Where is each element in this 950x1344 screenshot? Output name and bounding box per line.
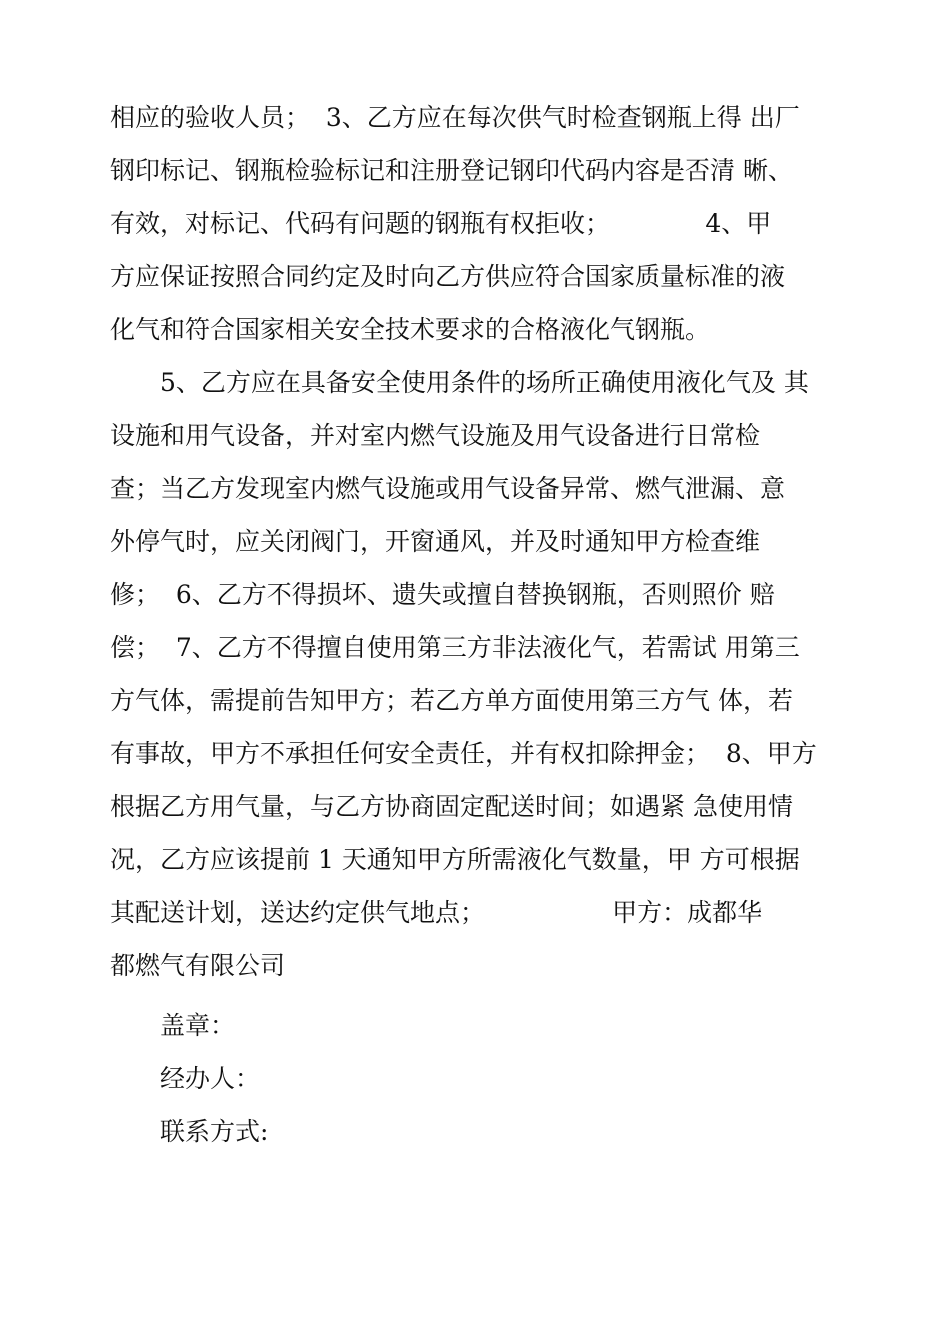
body-line-9: 外停气时，应关闭阀门，开窗通风，并及时通知甲方检查维 [110,527,761,556]
body-line-12: 方气体，需提前告知甲方；若乙方单方面使用第三方气 体，若 [110,686,793,715]
body-line-1: 相应的验收人员； 3、乙方应在每次供气时检查钢瓶上得 出厂 [110,103,800,132]
body-line-15: 况，乙方应该提前 1 天通知甲方所需液化气数量，甲 方可根据 [110,845,800,874]
body-line-7: 设施和用气设备，并对室内燃气设施及用气设备进行日常检 [110,421,761,450]
seal-field-label: 盖章： [160,1011,236,1040]
handler-field-label: 经办人： [160,1064,261,1093]
body-line-4: 方应保证按照合同约定及时向乙方供应符合国家质量标准的液 [110,262,786,291]
body-line-6: 5、乙方应在具备安全使用条件的场所正确使用液化气及 其 [160,368,809,397]
body-line-8: 查；当乙方发现室内燃气设施或用气设备异常、燃气泄漏、意 [110,474,786,503]
body-line-10: 修； 6、乙方不得损坏、遗失或擅自替换钢瓶，否则照价 赔 [110,580,775,609]
contact-field-label: 联系方式: [160,1117,269,1146]
body-line-16: 其配送计划，送达约定供气地点； 甲方：成都华 [110,898,763,927]
body-line-11: 偿； 7、乙方不得擅自使用第三方非法液化气，若需试 用第三 [110,633,800,662]
body-line-5: 化气和符合国家相关安全技术要求的合格液化气钢瓶。 [110,315,711,344]
body-line-14: 根据乙方用气量，与乙方协商固定配送时间；如遇紧 急使用情 [110,792,793,821]
body-line-17: 都燃气有限公司 [110,951,286,980]
body-line-2: 钢印标记、钢瓶检验标记和注册登记钢印代码内容是否清 晰、 [110,156,793,185]
body-line-13: 有事故，甲方不承担任何安全责任，并有权扣除押金； 8、甲方 [110,739,817,768]
body-line-3: 有效，对标记、代码有问题的钢瓶有权拒收； 4、甲 [110,209,772,238]
